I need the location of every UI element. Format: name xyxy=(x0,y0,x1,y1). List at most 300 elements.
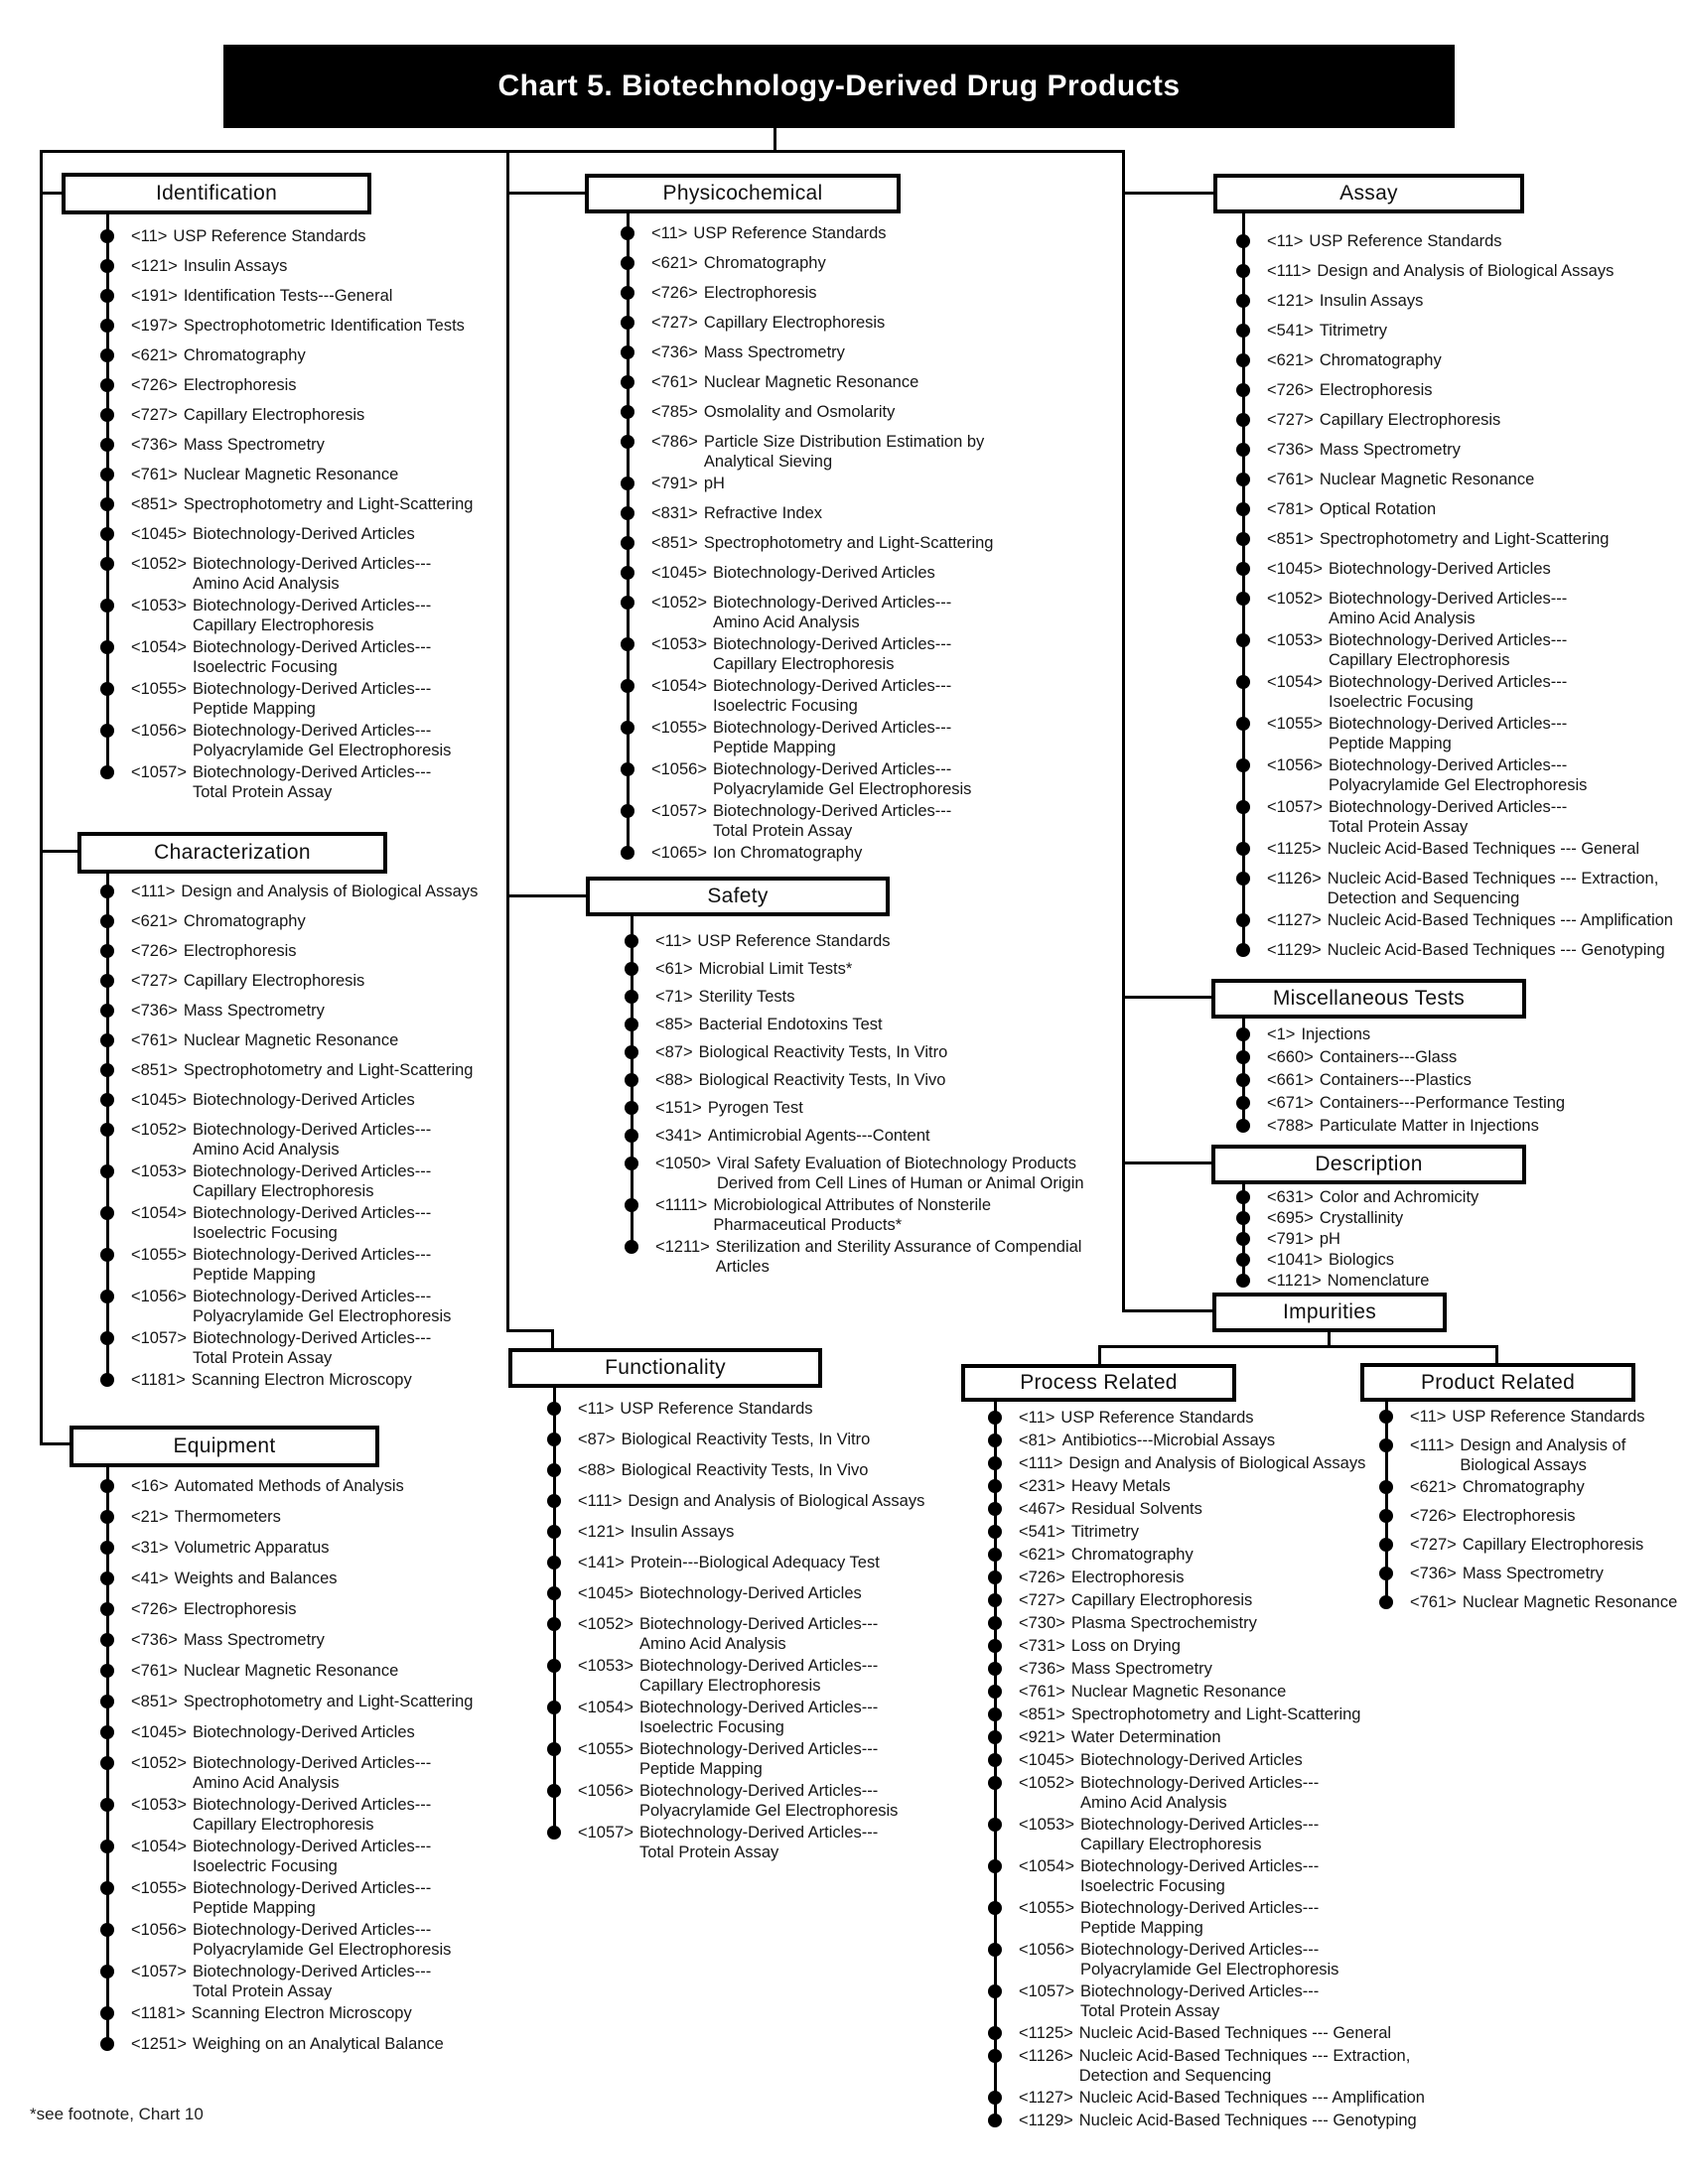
chapter-name: Spectrophotometry and Light-Scattering xyxy=(183,1693,474,1710)
chapter-name: Design and Analysis of Biological Assays xyxy=(1460,1436,1626,1474)
chapter-number: <1055> xyxy=(578,1740,633,1758)
chapter-name: Nucleic Acid-Based Techniques --- Amplification xyxy=(1327,911,1673,929)
chapter-item xyxy=(1236,940,1673,960)
chapter-name: Biotechnology-Derived Articles--- Isoelectric Focusing xyxy=(638,1699,879,1736)
chapter-item xyxy=(1236,410,1673,430)
chapter-name: USP Reference Standards xyxy=(697,932,891,950)
chapter-item xyxy=(1236,672,1673,712)
chapter-name: Mass Spectrometry xyxy=(183,436,325,454)
chapter-number: <1054> xyxy=(131,1204,187,1222)
chapter-number: <851> xyxy=(131,1693,178,1710)
chapter-item xyxy=(100,524,473,544)
chapter-number: <726> xyxy=(131,376,178,394)
chapter-item xyxy=(100,1599,473,1619)
chapter-name: USP Reference Standards xyxy=(1060,1409,1254,1427)
chapter-item xyxy=(100,2003,473,2023)
chapter-name: Nuclear Magnetic Resonance xyxy=(183,1662,399,1680)
chapter-item xyxy=(621,503,993,523)
connector-line xyxy=(506,894,588,897)
chapter-name: Weights and Balances xyxy=(174,1570,338,1587)
chapter-item xyxy=(988,1408,1425,1428)
chapter-name: Biotechnology-Derived Articles xyxy=(1328,560,1551,578)
chapter-item xyxy=(100,2034,473,2054)
chapter-number: <727> xyxy=(651,314,698,332)
chapter-item xyxy=(1236,470,1673,489)
section-title: Functionality xyxy=(605,1356,726,1379)
chapter-number: <1129> xyxy=(1267,941,1322,959)
chapter-number: <231> xyxy=(1019,1477,1065,1495)
chapter-number: <111> xyxy=(578,1492,623,1510)
chapter-item xyxy=(1236,261,1673,281)
chapter-name: Identification Tests---General xyxy=(183,287,393,305)
chapter-number: <1057> xyxy=(578,1824,633,1842)
chapter-item xyxy=(988,1981,1425,2021)
chapter-name: Injections xyxy=(1301,1025,1371,1043)
chapter-item xyxy=(547,1781,924,1821)
chapter-number: <1045> xyxy=(131,1091,187,1109)
chapter-number: <1052> xyxy=(131,555,187,573)
chapter-item xyxy=(621,372,993,392)
chapter-item xyxy=(1236,499,1673,519)
chapter-name: Biotechnology-Derived Articles--- Amino Acid Analysis xyxy=(638,1615,879,1653)
chapter-name: Capillary Electrophoresis xyxy=(703,314,886,332)
chapter-item xyxy=(1236,350,1673,370)
chapter-item xyxy=(988,1898,1425,1938)
chapter-item xyxy=(621,563,993,583)
chapter-name: Biotechnology-Derived Articles--- Amino Acid Analysis xyxy=(712,594,952,631)
chapter-item xyxy=(100,1090,478,1110)
chapter-number: <1053> xyxy=(131,1796,187,1814)
chapter-item xyxy=(1236,1208,1478,1228)
chapter-name: Biotechnology-Derived Articles--- Amino Acid Analysis xyxy=(1328,590,1568,627)
chapter-number: <621> xyxy=(1019,1546,1065,1564)
chapter-item xyxy=(100,1630,473,1650)
footnote: *see footnote, Chart 10 xyxy=(30,2105,204,2123)
chapter-name: Biotechnology-Derived Articles--- Amino Acid Analysis xyxy=(1079,1774,1320,1812)
chapter-number: <111> xyxy=(1410,1436,1455,1454)
chapter-name: Biotechnology-Derived Articles--- Peptide Mapping xyxy=(638,1740,879,1778)
chapter-number: <761> xyxy=(131,466,178,483)
chapter-item xyxy=(988,1453,1425,1473)
section-header-process-related xyxy=(961,1364,1236,1402)
connector-line xyxy=(506,1329,554,1332)
chapter-name: Viral Safety Evaluation of Biotechnology Products Derived from Cell Lines of Human or Animal Origin xyxy=(716,1155,1084,1192)
chapter-name: Nuclear Magnetic Resonance xyxy=(1319,471,1535,488)
chapter-name: Particulate Matter in Injections xyxy=(1319,1117,1539,1135)
chapter-item xyxy=(1236,440,1673,460)
chapter-number: <87> xyxy=(578,1431,616,1448)
chapter-name: Sterilization and Sterility Assurance of Compendial Articles xyxy=(715,1238,1082,1276)
chapter-item xyxy=(621,474,993,493)
chapter-item xyxy=(988,1636,1425,1656)
chapter-name: USP Reference Standards xyxy=(1452,1408,1645,1426)
section-header-functionality xyxy=(508,1348,822,1388)
chapter-name: Nucleic Acid-Based Techniques --- Genotyping xyxy=(1078,2112,1417,2129)
chapter-item xyxy=(100,1878,473,1918)
chapter-item xyxy=(100,1287,478,1326)
chapter-number: <1125> xyxy=(1267,840,1322,858)
chapter-item xyxy=(1379,1564,1677,1583)
chapter-item xyxy=(1236,380,1673,400)
chapter-item xyxy=(1379,1477,1677,1497)
chapter-item xyxy=(100,1328,478,1368)
chapter-number: <791> xyxy=(1267,1230,1314,1248)
chapter-number: <1065> xyxy=(651,844,707,862)
chapter-item xyxy=(988,1431,1425,1450)
chapter-name: Nuclear Magnetic Resonance xyxy=(183,1031,399,1049)
section-items xyxy=(625,931,1084,1279)
chapter-name: Refractive Index xyxy=(703,504,823,522)
section-items xyxy=(100,882,478,1400)
chapter-number: <1055> xyxy=(651,719,707,737)
chapter-item xyxy=(1236,1116,1565,1136)
chapter-item xyxy=(100,1795,473,1835)
chapter-name: Containers---Plastics xyxy=(1319,1071,1472,1089)
chapter-item xyxy=(988,1545,1425,1565)
section-header-impurities xyxy=(1212,1293,1447,1332)
chapter-name: Biotechnology-Derived Articles--- Isoelectric Focusing xyxy=(192,638,432,676)
chapter-item xyxy=(1236,630,1673,670)
connector-line xyxy=(1098,1345,1101,1364)
chapter-item xyxy=(988,1476,1425,1496)
chapter-item xyxy=(988,1727,1425,1747)
chapter-item xyxy=(100,1245,478,1285)
chapter-name: Nuclear Magnetic Resonance xyxy=(703,373,919,391)
section-title: Assay xyxy=(1339,182,1398,205)
chapter-number: <736> xyxy=(131,1631,178,1649)
chapter-name: USP Reference Standards xyxy=(693,224,887,242)
chapter-name: Biotechnology-Derived Articles--- Peptide Mapping xyxy=(1079,1899,1320,1937)
chapter-number: <1056> xyxy=(131,1921,187,1939)
chapter-number: <111> xyxy=(1019,1454,1063,1472)
chapter-name: Antibiotics---Microbial Assays xyxy=(1061,1432,1276,1449)
section-header-identification xyxy=(62,173,371,214)
chapter-name: Mass Spectrometry xyxy=(1070,1660,1212,1678)
chapter-name: Chromatography xyxy=(1070,1546,1194,1564)
chapter-item xyxy=(547,1399,924,1419)
chapter-item xyxy=(1379,1535,1677,1555)
chapter-number: <11> xyxy=(651,224,688,242)
chapter-item xyxy=(100,971,478,991)
chapter-name: Nucleic Acid-Based Techniques --- Extraction, Detection and Sequencing xyxy=(1327,870,1659,907)
chapter-name: Biotechnology-Derived Articles xyxy=(192,1091,415,1109)
chapter-name: Crystallinity xyxy=(1319,1209,1404,1227)
chapter-name: Biotechnology-Derived Articles--- Amino Acid Analysis xyxy=(192,1121,432,1159)
chapter-number: <1055> xyxy=(1019,1899,1074,1917)
chapter-item xyxy=(988,1590,1425,1610)
chapter-number: <1050> xyxy=(655,1155,711,1172)
chapter-item xyxy=(1236,839,1673,859)
chapter-name: Chromatography xyxy=(1462,1478,1585,1496)
chapter-item xyxy=(988,1773,1425,1813)
chapter-number: <88> xyxy=(655,1071,693,1089)
chapter-name: Biotechnology-Derived Articles--- Peptide Mapping xyxy=(192,680,432,718)
section-items xyxy=(1379,1407,1677,1621)
connector-line xyxy=(1122,1161,1213,1164)
chapter-name: Containers---Glass xyxy=(1319,1048,1458,1066)
chapter-item xyxy=(100,762,473,802)
chapter-item xyxy=(547,1491,924,1511)
chapter-name: Nuclear Magnetic Resonance xyxy=(183,466,399,483)
chapter-name: Spectrophotometric Identification Tests xyxy=(183,317,465,335)
chapter-number: <1055> xyxy=(131,1879,187,1897)
chapter-item xyxy=(988,2046,1425,2086)
chapter-item xyxy=(100,1692,473,1711)
chapter-item xyxy=(1236,755,1673,795)
chapter-name: Antimicrobial Agents---Content xyxy=(707,1127,930,1145)
chapter-number: <1053> xyxy=(578,1657,633,1675)
chart-title-bar xyxy=(223,45,1455,128)
chapter-name: Chromatography xyxy=(183,912,306,930)
chapter-name: Biotechnology-Derived Articles--- Polyacrylamide Gel Electrophoresis xyxy=(638,1782,899,1820)
chapter-name: Nucleic Acid-Based Techniques --- General xyxy=(1078,2024,1392,2042)
connector-line xyxy=(1122,996,1213,999)
chapter-name: Biotechnology-Derived Articles--- Amino Acid Analysis xyxy=(192,555,432,593)
chapter-item xyxy=(1379,1592,1677,1612)
chapter-item xyxy=(988,1659,1425,1679)
chapter-item xyxy=(1236,321,1673,341)
chapter-name: Biotechnology-Derived Articles--- Peptide Mapping xyxy=(192,1246,432,1284)
chapter-item xyxy=(100,226,473,246)
chapter-item xyxy=(547,1553,924,1572)
chapter-name: Biotechnology-Derived Articles--- Polyacrylamide Gel Electrophoresis xyxy=(712,760,972,798)
chapter-item xyxy=(100,435,473,455)
chapter-number: <1053> xyxy=(1019,1816,1074,1834)
chapter-number: <1181> xyxy=(131,1371,186,1389)
chapter-name: Nomenclature xyxy=(1327,1272,1430,1290)
chapter-number: <631> xyxy=(1267,1188,1314,1206)
chapter-name: Spectrophotometry and Light-Scattering xyxy=(1070,1706,1361,1723)
chapter-number: <761> xyxy=(1267,471,1314,488)
chapter-name: Residual Solvents xyxy=(1070,1500,1202,1518)
chapter-number: <11> xyxy=(1410,1408,1447,1426)
section-items xyxy=(1236,1187,1478,1292)
chapter-number: <1251> xyxy=(131,2035,187,2053)
chapter-item xyxy=(1236,1047,1565,1067)
chapter-name: pH xyxy=(1319,1230,1340,1248)
chapter-name: Scanning Electron Microscopy xyxy=(191,1371,412,1389)
chapter-number: <851> xyxy=(651,534,698,552)
chapter-item xyxy=(547,1430,924,1449)
chapter-name: Design and Analysis of Biological Assays xyxy=(628,1492,925,1510)
chapter-item xyxy=(621,843,993,863)
chapter-name: Biotechnology-Derived Articles--- Total Protein Assay xyxy=(1328,798,1568,836)
chapter-item xyxy=(100,375,473,395)
chapter-item xyxy=(547,1583,924,1603)
connector-line xyxy=(40,192,64,195)
chapter-item xyxy=(988,1499,1425,1519)
chapter-number: <1045> xyxy=(1019,1751,1074,1769)
chapter-number: <341> xyxy=(655,1127,702,1145)
chapter-item xyxy=(1236,529,1673,549)
chapter-name: Osmolality and Osmolarity xyxy=(703,403,896,421)
chapter-item xyxy=(1236,291,1673,311)
chapter-item xyxy=(100,1920,473,1960)
chapter-item xyxy=(625,987,1084,1007)
chapter-number: <851> xyxy=(131,495,178,513)
chapter-name: Protein---Biological Adequacy Test xyxy=(630,1554,880,1571)
chapter-item xyxy=(1236,231,1673,251)
chapter-number: <786> xyxy=(651,433,698,451)
chapter-name: USP Reference Standards xyxy=(620,1400,813,1418)
chapter-name: Spectrophotometry and Light-Scattering xyxy=(703,534,994,552)
chapter-name: Biotechnology-Derived Articles--- Peptide Mapping xyxy=(712,719,952,756)
chapter-number: <11> xyxy=(1267,232,1304,250)
chapter-number: <1052> xyxy=(1019,1774,1074,1792)
chapter-number: <197> xyxy=(131,317,178,335)
chapter-number: <730> xyxy=(1019,1614,1065,1632)
chapter-item xyxy=(621,283,993,303)
chapter-name: Titrimetry xyxy=(1070,1523,1139,1541)
chapter-name: Nuclear Magnetic Resonance xyxy=(1462,1593,1678,1611)
chapter-item xyxy=(1236,1229,1478,1249)
chapter-item xyxy=(100,1753,473,1793)
chapter-number: <736> xyxy=(131,436,178,454)
chapter-number: <1052> xyxy=(1267,590,1323,608)
chapter-name: Nucleic Acid-Based Techniques --- Extraction, Detection and Sequencing xyxy=(1078,2047,1411,2085)
chapter-item xyxy=(100,1569,473,1588)
chapter-number: <191> xyxy=(131,287,178,305)
chapter-name: Electrophoresis xyxy=(1462,1507,1576,1525)
chapter-number: <727> xyxy=(1019,1591,1065,1609)
chapter-name: Biotechnology-Derived Articles xyxy=(638,1584,862,1602)
chapter-item xyxy=(621,402,993,422)
chapter-name: Sterility Tests xyxy=(698,988,795,1006)
chapter-number: <1041> xyxy=(1267,1251,1323,1269)
chapter-item xyxy=(100,911,478,931)
chapter-name: Biotechnology-Derived Articles xyxy=(1079,1751,1303,1769)
chapter-number: <81> xyxy=(1019,1432,1056,1449)
chapter-number: <851> xyxy=(131,1061,178,1079)
chapter-item xyxy=(621,676,993,716)
chapter-name: Mass Spectrometry xyxy=(183,1631,325,1649)
chapter-number: <1055> xyxy=(1267,715,1323,733)
chapter-name: Biotechnology-Derived Articles--- Capillary Electrophoresis xyxy=(638,1657,879,1695)
chapter-name: Particle Size Distribution Estimation by Analytical Sieving xyxy=(703,433,985,471)
chapter-name: Water Determination xyxy=(1070,1728,1221,1746)
chapter-item xyxy=(1236,1070,1565,1090)
chapter-item xyxy=(621,801,993,841)
chapter-item xyxy=(100,286,473,306)
chapter-number: <726> xyxy=(651,284,698,302)
chapter-name: Biotechnology-Derived Articles--- Polyacrylamide Gel Electrophoresis xyxy=(1079,1941,1339,1979)
chapter-name: Thermometers xyxy=(174,1508,281,1526)
chapter-item xyxy=(100,721,473,760)
chapter-number: <121> xyxy=(131,257,178,275)
chapter-item xyxy=(100,1962,473,2001)
chapter-name: Biotechnology-Derived Articles--- Peptide Mapping xyxy=(1328,715,1568,752)
chapter-name: Microbiological Attributes of Nonsterile Pharmaceutical Products* xyxy=(713,1196,992,1234)
chapter-item xyxy=(1236,1024,1565,1044)
chapter-number: <111> xyxy=(131,883,176,900)
chapter-number: <736> xyxy=(1019,1660,1065,1678)
chapter-number: <726> xyxy=(1410,1507,1457,1525)
chapter-name: Electrophoresis xyxy=(1070,1569,1185,1586)
chapter-name: Weighing on an Analytical Balance xyxy=(192,2035,444,2053)
chapter-number: <1126> xyxy=(1267,870,1322,887)
chapter-number: <541> xyxy=(1019,1523,1065,1541)
chapter-item xyxy=(625,1070,1084,1090)
chapter-item xyxy=(988,1750,1425,1770)
chapter-number: <1> xyxy=(1267,1025,1296,1043)
chapter-name: Biotechnology-Derived Articles--- Peptide Mapping xyxy=(192,1879,432,1917)
section-header-characterization xyxy=(77,832,387,874)
connector-line xyxy=(40,150,43,1445)
chapter-name: Electrophoresis xyxy=(183,376,297,394)
chapter-name: Electrophoresis xyxy=(1319,381,1433,399)
connector-line xyxy=(551,1329,554,1350)
chapter-number: <1211> xyxy=(655,1238,710,1256)
chapter-name: pH xyxy=(703,475,725,492)
chapter-item xyxy=(100,882,478,901)
chapter-item xyxy=(547,1522,924,1542)
chapter-item xyxy=(100,1001,478,1021)
chapter-item xyxy=(100,1722,473,1742)
chapter-number: <621> xyxy=(1410,1478,1457,1496)
chapter-name: Mass Spectrometry xyxy=(1462,1565,1604,1582)
chapter-number: <71> xyxy=(655,988,693,1006)
chapter-number: <726> xyxy=(131,1600,178,1618)
chapter-item xyxy=(621,533,993,553)
chapter-number: <1057> xyxy=(131,1329,187,1347)
chapter-number: <671> xyxy=(1267,1094,1314,1112)
chapter-name: Heavy Metals xyxy=(1070,1477,1171,1495)
chapter-item xyxy=(100,596,473,635)
chart-title: Chart 5. Biotechnology-Derived Drug Products xyxy=(497,69,1181,102)
chapter-name: Insulin Assays xyxy=(630,1523,735,1541)
chapter-name: Biotechnology-Derived Articles--- Total Protein Assay xyxy=(192,1329,432,1367)
chapter-name: Insulin Assays xyxy=(183,257,288,275)
chapter-number: <151> xyxy=(655,1099,702,1117)
chapter-number: <1054> xyxy=(578,1699,633,1716)
section-header-assay xyxy=(1213,174,1524,213)
chapter-name: Biotechnology-Derived Articles--- Polyacrylamide Gel Electrophoresis xyxy=(192,722,452,759)
section-header-miscellaneous-tests xyxy=(1211,979,1526,1019)
chapter-item xyxy=(988,1682,1425,1702)
chapter-number: <727> xyxy=(1410,1536,1457,1554)
chapter-item xyxy=(625,959,1084,979)
chapter-item xyxy=(621,432,993,472)
section-title: Physicochemical xyxy=(662,182,823,205)
chapter-number: <851> xyxy=(1267,530,1314,548)
chapter-item xyxy=(100,1476,473,1496)
chapter-item xyxy=(100,1837,473,1876)
chapter-name: USP Reference Standards xyxy=(1309,232,1502,250)
chapter-number: <1053> xyxy=(131,597,187,614)
chapter-item xyxy=(547,1698,924,1737)
chapter-name: Nucleic Acid-Based Techniques --- General xyxy=(1327,840,1640,858)
chapter-item xyxy=(547,1823,924,1862)
chapter-item xyxy=(100,316,473,336)
chapter-item xyxy=(625,1126,1084,1146)
section-items xyxy=(988,1408,1425,2133)
chapter-number: <1052> xyxy=(131,1754,187,1772)
chapter-item xyxy=(1236,869,1673,908)
chapter-name: Biological Reactivity Tests, In Vitro xyxy=(621,1431,871,1448)
chapter-number: <1057> xyxy=(131,1963,187,1980)
chapter-name: Capillary Electrophoresis xyxy=(1462,1536,1644,1554)
chapter-item xyxy=(988,1705,1425,1724)
chapter-number: <1056> xyxy=(131,722,187,740)
chapter-number: <761> xyxy=(131,1662,178,1680)
chapter-name: Biotechnology-Derived Articles--- Total Protein Assay xyxy=(638,1824,879,1861)
chapter-item xyxy=(100,1203,478,1243)
chapter-item xyxy=(621,313,993,333)
chapter-number: <851> xyxy=(1019,1706,1065,1723)
chapter-item xyxy=(988,1522,1425,1542)
chapter-item xyxy=(625,1154,1084,1193)
chapter-name: Biotechnology-Derived Articles--- Amino Acid Analysis xyxy=(192,1754,432,1792)
